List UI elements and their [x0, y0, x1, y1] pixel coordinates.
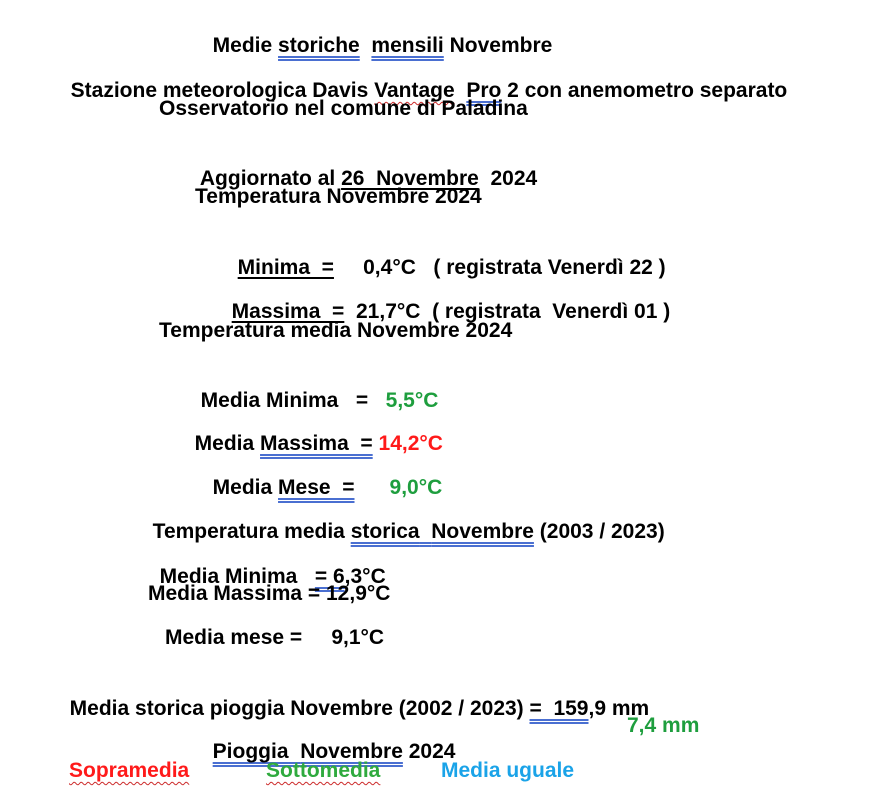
historic-max-line: Media Massima = 12,9°C [148, 582, 391, 605]
updated-prefix: Aggiornato al [199, 167, 342, 190]
historic-storica: storica [350, 520, 420, 543]
updated-line [189, 140, 538, 190]
page-title [201, 7, 553, 57]
station-vantage: Vantage [374, 79, 455, 102]
historic-prefix: Temperatura media [152, 520, 351, 543]
legend-above: Sopramedia [69, 759, 190, 782]
historic-min-line [148, 538, 386, 588]
updated-year: 2024 [478, 167, 538, 190]
observatory-line: Osservatorio nel comune di Paladina [159, 97, 528, 120]
rain-historic-line [58, 670, 650, 720]
historic-mese-line: Media mese = 9,1°C [165, 626, 385, 649]
rain-current-novembre: Novembre [300, 740, 403, 763]
media-minima-label: Media Minima = [200, 389, 386, 412]
maximum-line [220, 273, 671, 323]
temp-month-heading: Temperatura Novembre 2024 [195, 185, 482, 208]
media-minima-line [189, 362, 439, 412]
historic-min-value: ,3°C [344, 565, 386, 588]
media-mese-value: 9,0°C [389, 476, 443, 499]
historic-min-label: Media Minima [159, 565, 315, 588]
rain-historic-eq: = 159 [529, 697, 589, 720]
station-part-2: 2 con anemometro separato [501, 79, 788, 102]
historic-years: (2003 / 2023) [533, 520, 665, 543]
station-pro: Pro [466, 79, 502, 102]
historic-heading [141, 493, 665, 543]
rain-current-line [201, 713, 456, 763]
media-minima-value: 5,5°C [385, 389, 439, 412]
rain-current-pioggia: Pioggia [212, 740, 289, 763]
media-massima-label: Massima = [260, 432, 373, 455]
maximum-value: 21,7°C ( registrata Venerdì 01 ) [344, 300, 671, 323]
rain-historic-value: ,9 mm [588, 697, 650, 720]
updated-date: 26 Novembre [341, 167, 479, 190]
legend-equal: Media uguale [441, 759, 575, 782]
historic-min-eq: = 6 [314, 565, 345, 588]
title-part-1: Medie [212, 34, 279, 57]
media-massima-prefix: Media [194, 432, 261, 455]
temp-mean-heading: Temperatura media Novembre 2024 [159, 319, 513, 342]
minimum-line [226, 229, 666, 279]
station-line [59, 52, 788, 102]
station-part-1: Stazione meteorologica Davis [70, 79, 375, 102]
media-mese-prefix: Media [212, 476, 279, 499]
media-massima-value: 14,2°C [378, 432, 443, 455]
rain-historic-label: Media storica pioggia Novembre (2002 / 2023) [69, 697, 530, 720]
media-mese-label: Mese = [278, 476, 355, 499]
minimum-value: 0,4°C ( registrata Venerdì 22 ) [333, 256, 666, 279]
minimum-label: Minima = [237, 256, 334, 279]
maximum-label: Massima = [231, 300, 345, 323]
title-mensili: mensili [371, 34, 444, 57]
historic-novembre: Novembre [431, 520, 534, 543]
rain-current-value: 7,4 mm [627, 714, 700, 737]
rain-current-year: 2024 [402, 740, 456, 763]
media-mese-line [201, 449, 443, 499]
title-month: Novembre [443, 34, 553, 57]
legend-below: Sottomedia [266, 759, 381, 782]
media-massima-line [183, 405, 443, 455]
historic-space [420, 520, 432, 543]
title-storiche: storiche [278, 34, 360, 57]
